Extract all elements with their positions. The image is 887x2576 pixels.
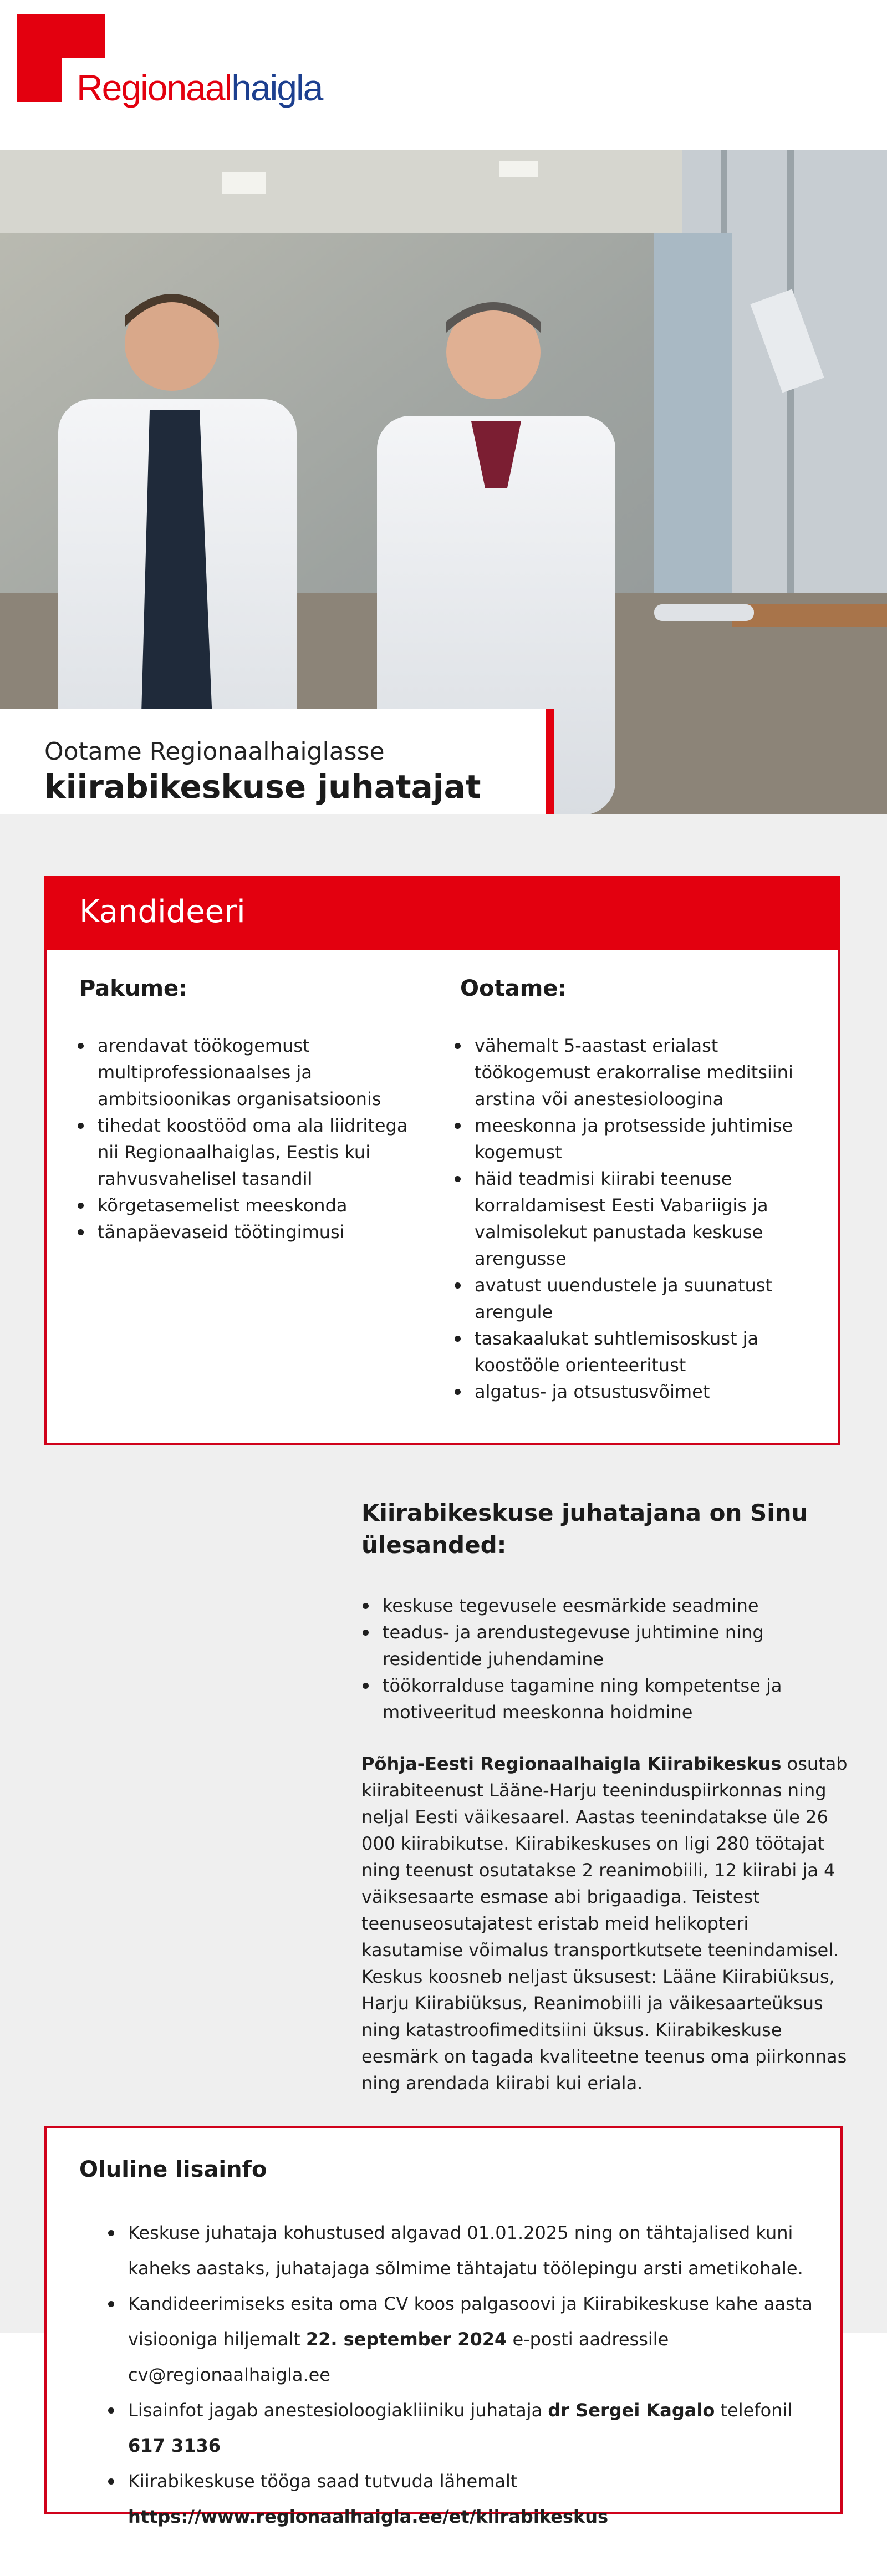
list-item: arendavat töökogemust multiprofessionaalses ja ambitsioonikas organisatsioonis: [78, 1032, 410, 1112]
list-item: häid teadmisi kiirabi teenuse korraldamisest Eesti Vabariigis ja valmisolekut panustada keskuse arengusse: [455, 1165, 798, 1272]
contact-name: dr Sergei Kagalo: [548, 2400, 715, 2421]
about-text: osutab kiirabiteenust Lääne-Harju teeninduspiirkonnas ning neljal Eesti väikesaarel. Aastas teenindatakse üle 26 000 kiirabikutse. Kiirabikeskuses on ligi 280 töötajat ning teenust osutatakse 2 reanimobiili, 12 kiirabi ja 4 väiksesaarte esmase abi brigaadiga. Teistest teenuseosutajatest eristab meid helikopteri kasutamise võimalus transportkutsete teenindamisel. Keskus koosneb neljast üksusest: Lääne Kiirabiüksus, Harju Kiirabiüksus, Reanimobiili ja väikesaarteüksus ning katastroofimeditsiini üksus. Kiirabikeskuse eesmärk on tagada kvaliteetne teenus oma piirkonnas ning arendada kiirabi kui eriala.: [361, 1753, 848, 2094]
headline-big: kiirabikeskuse juhatajat: [44, 768, 481, 806]
website-link[interactable]: https://www.regionaalhaigla.ee/et/kiirabikeskus: [128, 2506, 609, 2527]
offer-title: Pakume:: [79, 976, 188, 1001]
list-item: tasakaalukat suhtlemisoskust ja koostööle orienteeritust: [455, 1325, 798, 1378]
list-item: tänapäevaseid töötingimusi: [78, 1219, 410, 1245]
info-title: Oluline lisainfo: [79, 2157, 267, 2182]
logo[interactable]: [77, 67, 322, 109]
apply-title[interactable]: Kandideeri: [79, 894, 246, 930]
list-item: [108, 2392, 829, 2463]
deadline: 22. september 2024: [305, 2329, 507, 2350]
about-bold: Põhja-Eesti Regionaalhaigla Kiirabikeskus: [361, 1753, 782, 1774]
info-text: Lisainfot jagab anestesioloogiakliiniku juhataja: [128, 2400, 548, 2421]
list-item: vähemalt 5-aastast erialast töökogemust erakorralise meditsiini arstina või anestesioloogina: [455, 1032, 798, 1112]
info-text: telefonil: [715, 2400, 793, 2421]
offer-list: [78, 1032, 410, 1245]
about-paragraph: [361, 1750, 849, 2096]
tasks-list: [363, 1592, 839, 1725]
email-text[interactable]: e-posti aadressile cv@regionaalhaigla.ee: [128, 2329, 669, 2385]
list-item: avatust uuendustele ja suunatust arengule: [455, 1272, 798, 1325]
list-item: teadus- ja arendustegevuse juhtimine ning residentide juhendamine: [363, 1619, 839, 1672]
list-item: [108, 2463, 829, 2534]
list-item: tihedat koostööd oma ala liidritega nii Regionaalhaiglas, Eestis kui rahvusvahelisel tasandil: [78, 1112, 410, 1192]
list-item: keskuse tegevusele eesmärkide seadmine: [363, 1592, 839, 1619]
expect-list: [455, 1032, 798, 1405]
info-list: [108, 2215, 829, 2534]
list-item: meeskonna ja protsesside juhtimise kogemust: [455, 1112, 798, 1165]
list-item: [108, 2215, 829, 2286]
list-item: kõrgetasemelist meeskonda: [78, 1192, 410, 1219]
list-item: [108, 2286, 829, 2392]
logo-part1: Regionaal: [77, 67, 232, 108]
title-accent-bar: [546, 709, 554, 814]
info-text: Keskuse juhataja kohustused algavad 01.01.2025 ning on tähtajalised kuni kaheks aastaks, juhatajaga sõlmime tähtajatu töölepingu arsti ametikohale.: [128, 2222, 803, 2279]
info-text: Kandideerimiseks esita oma CV koos palgasoovi ja Kiirabikeskuse kahe aasta visiooniga hiljemalt: [128, 2293, 813, 2350]
contact-phone[interactable]: 617 3136: [128, 2435, 221, 2456]
tasks-title: Kiirabikeskuse juhatajana on Sinu ülesanded:: [361, 1499, 808, 1559]
list-item: algatus- ja otsustusvõimet: [455, 1378, 798, 1405]
logo-part2: haigla: [231, 67, 323, 108]
info-text: Kiirabikeskuse tööga saad tutvuda lähemalt: [128, 2471, 518, 2492]
list-item: töökorralduse tagamine ning kompetentse ja motiveeritud meeskonna hoidmine: [363, 1672, 839, 1725]
expect-title: Ootame:: [460, 976, 567, 1001]
logo-mark-horizontal: [17, 14, 105, 58]
headline-small: Ootame Regionaalhaiglasse: [44, 737, 385, 766]
